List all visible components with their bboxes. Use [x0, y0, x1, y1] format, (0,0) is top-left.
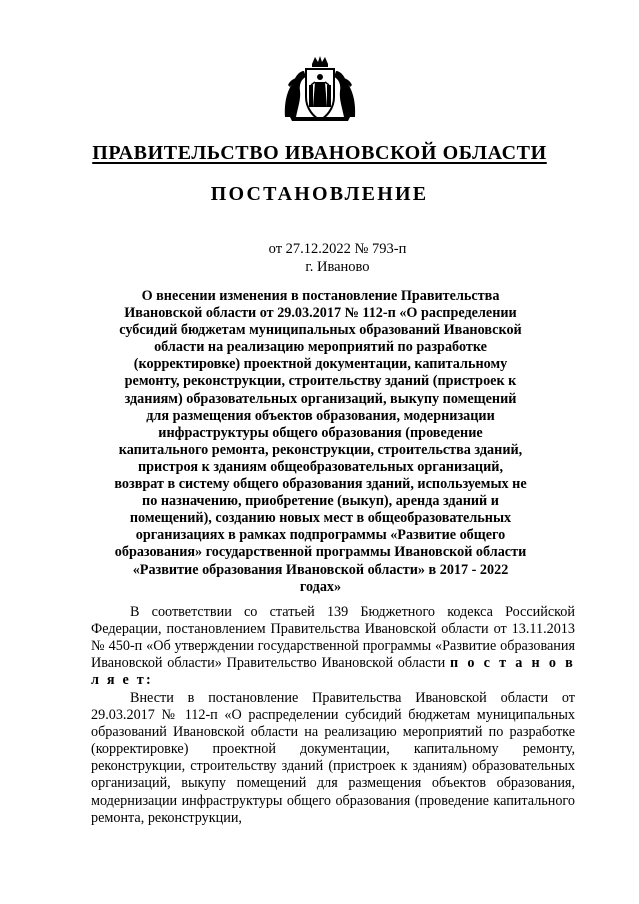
organization-name [0, 142, 639, 165]
document-type: ПОСТАНОВЛЕНИЕ [210, 183, 429, 205]
paragraph-1-text: В соответствии со статьей 139 Бюджетного кодекса Российской Федерации, постановлением Правительства Ивановской области от 13.11.2013 № 450-п «Об утверждении государственной программы «Развитие образования Ивановской области» Правительство Ивановской области [91, 604, 575, 672]
document-title: О внесении изменения в постановление Правительства Ивановской области от 29.03.2017 № 112-п «О распределении субсидий бюджетам муниципальных образований Ивановской области на реализацию мероприятий по разработке (корректировке) проектной документации, капитальному ремонту, реконструкции, строительству зданий (пристроек к зданиям) образовательных организаций, выкупу помещений для размещения объектов образования, модернизации инфраструктуры общего образования (проведение капитального ремонта, реконструкции, строительства зданий, пристроя к зданиям общеобразовательных организаций, возврат в систему общего образования зданий, используемых не по назначению, приобретение (выкуп), аренда зданий и помещений), созданию новых мест в общеобразовательных организациях в рамках подпрограммы «Развитие общего образования» государственной программы Ивановской области «Развитие образования Ивановской области» в 2017 - 2022 годах» [114, 288, 527, 595]
resolves-word: п о с т а н о в л я е т: [91, 655, 576, 689]
document-date-number: от 27.12.2022 № 793-п [268, 241, 407, 257]
organization-name-text: ПРАВИТЕЛЬСТВО ИВАНОВСКОЙ ОБЛАСТИ [92, 142, 547, 164]
document-city: г. Иваново [305, 259, 370, 275]
coat-of-arms-icon [282, 55, 358, 125]
body-paragraph-2: Внести в постановление Правительства Ивановской области от 29.03.2017 № 112-п «О распределении субсидий бюджетам муниципальных образований Ивановской области на реализацию мероприятий по разработке (корректировке) проектной документации, капитальному ремонту, реконструкции, строительству зданий (пристроек к зданиям) образовательных организаций, выкупу помещений для размещения объектов образования, модернизации инфраструктуры общего образования (проведение капитального ремонта, реконструкции, [91, 690, 575, 826]
body-paragraph-1 [91, 604, 575, 689]
